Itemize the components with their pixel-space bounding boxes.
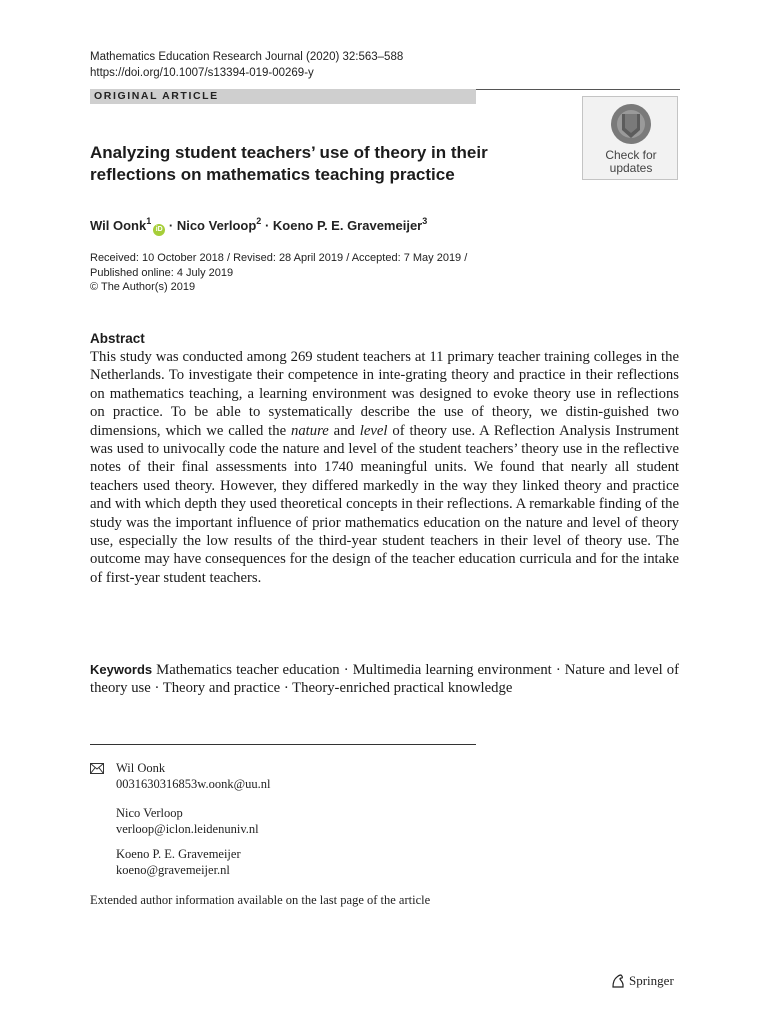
contact-block bbox=[116, 847, 241, 878]
abstract-text-part1: This study was conducted among 269 student teachers at 11 primary teacher training colleges in the Netherlands. To investigate their competence in inte-grating theory and practice in their reflections on mathematics teaching, a learning environment was designed to evoke theory use in reflections on practice. To be able to systematically describe the use of theory, we distin-guished two dimensions, which we called the bbox=[90, 349, 679, 439]
keywords-label: Keywords bbox=[90, 662, 153, 677]
copyright-icon: © bbox=[90, 281, 99, 293]
copyright-line bbox=[90, 280, 467, 295]
publication-dates bbox=[90, 251, 467, 295]
contact-block bbox=[116, 761, 270, 792]
publisher-name: Springer bbox=[629, 973, 674, 988]
check-updates-icon bbox=[605, 102, 657, 148]
author-affiliation: 3 bbox=[422, 216, 428, 226]
doi-link[interactable]: https://doi.org/10.1007/s13394-019-00269-y bbox=[90, 67, 314, 79]
extended-author-note: Extended author information available on the last page of the article bbox=[90, 893, 431, 907]
contact-name: Wil Oonk bbox=[116, 761, 166, 775]
check-updates-line2: updates bbox=[609, 161, 653, 175]
footnote-rule bbox=[90, 744, 476, 745]
envelope-icon bbox=[90, 763, 104, 774]
author-list bbox=[90, 212, 427, 236]
contact-email[interactable]: koeno@gravemeijer.nl bbox=[116, 862, 230, 877]
author-name[interactable]: Wil Oonk bbox=[90, 218, 147, 233]
copyright-holder: The Author(s) 2019 bbox=[100, 281, 196, 293]
abstract-heading: Abstract bbox=[90, 331, 145, 346]
abstract-text-part2: of theory use. A Reflection Analysis Instrument was used to univocally code the nature and level of the student teachers’ theory use in the reflective notes of their final assessments into 1740 meaningful units. We found that nearly all student teachers used theory. However, they differed markedly in the way they linked theory and practice and with which depth they used theoretical concepts in their reflections. A remarkable finding of the study was the important influence of prior mathematics education on the nature and level of theory use, especially the low results of the third-year student teachers in their level of theory use. The outcome may have consequences for the design of the teacher education curricula and for the intake of first-year student teachers. bbox=[90, 422, 679, 586]
author-affiliation: 2 bbox=[256, 216, 262, 226]
author-affiliation: 1 bbox=[146, 216, 152, 226]
abstract-text-and: and bbox=[328, 422, 360, 439]
contact-block bbox=[116, 806, 259, 837]
keywords-section bbox=[90, 661, 679, 698]
author-separator: · bbox=[264, 218, 270, 233]
abstract-body bbox=[90, 348, 679, 587]
check-for-updates-badge[interactable] bbox=[582, 96, 678, 180]
journal-header bbox=[90, 49, 403, 81]
contact-name: Koeno P. E. Gravemeijer bbox=[116, 847, 241, 861]
author-name[interactable]: Koeno P. E. Gravemeijer bbox=[272, 218, 423, 233]
article-title: Analyzing student teachers’ use of theory in their reflections on mathematics teaching practice bbox=[90, 143, 488, 184]
abstract-term-level: level bbox=[359, 422, 388, 439]
author-name[interactable]: Nico Verloop bbox=[176, 218, 257, 233]
contact-email[interactable]: verloop@iclon.leidenuniv.nl bbox=[116, 821, 259, 836]
article-type-banner bbox=[90, 89, 476, 104]
contact-name: Nico Verloop bbox=[116, 806, 183, 820]
springer-horse-icon bbox=[610, 973, 626, 989]
author-separator: · bbox=[168, 218, 174, 233]
check-updates-line1: Check for bbox=[605, 148, 657, 162]
published-online: Published online: 4 July 2019 bbox=[90, 266, 234, 279]
abstract-term-nature: nature bbox=[290, 422, 329, 439]
journal-citation: Mathematics Education Research Journal (2020) 32:563–588 bbox=[90, 51, 404, 63]
header-rule bbox=[476, 89, 680, 90]
article-type-label: ORIGINAL ARTICLE bbox=[94, 90, 219, 102]
keywords-list: Mathematics teacher education · Multimedia learning environment · Nature and level of theory use · Theory and practice · Theory-enriched practical knowledge bbox=[90, 662, 679, 697]
orcid-icon[interactable]: iD bbox=[153, 224, 165, 236]
received-revised-accepted: Received: 10 October 2018 / Revised: 28 April 2019 / Accepted: 7 May 2019 / bbox=[90, 252, 468, 264]
contact-email[interactable]: 0031630316853w.oonk@uu.nl bbox=[116, 776, 271, 791]
